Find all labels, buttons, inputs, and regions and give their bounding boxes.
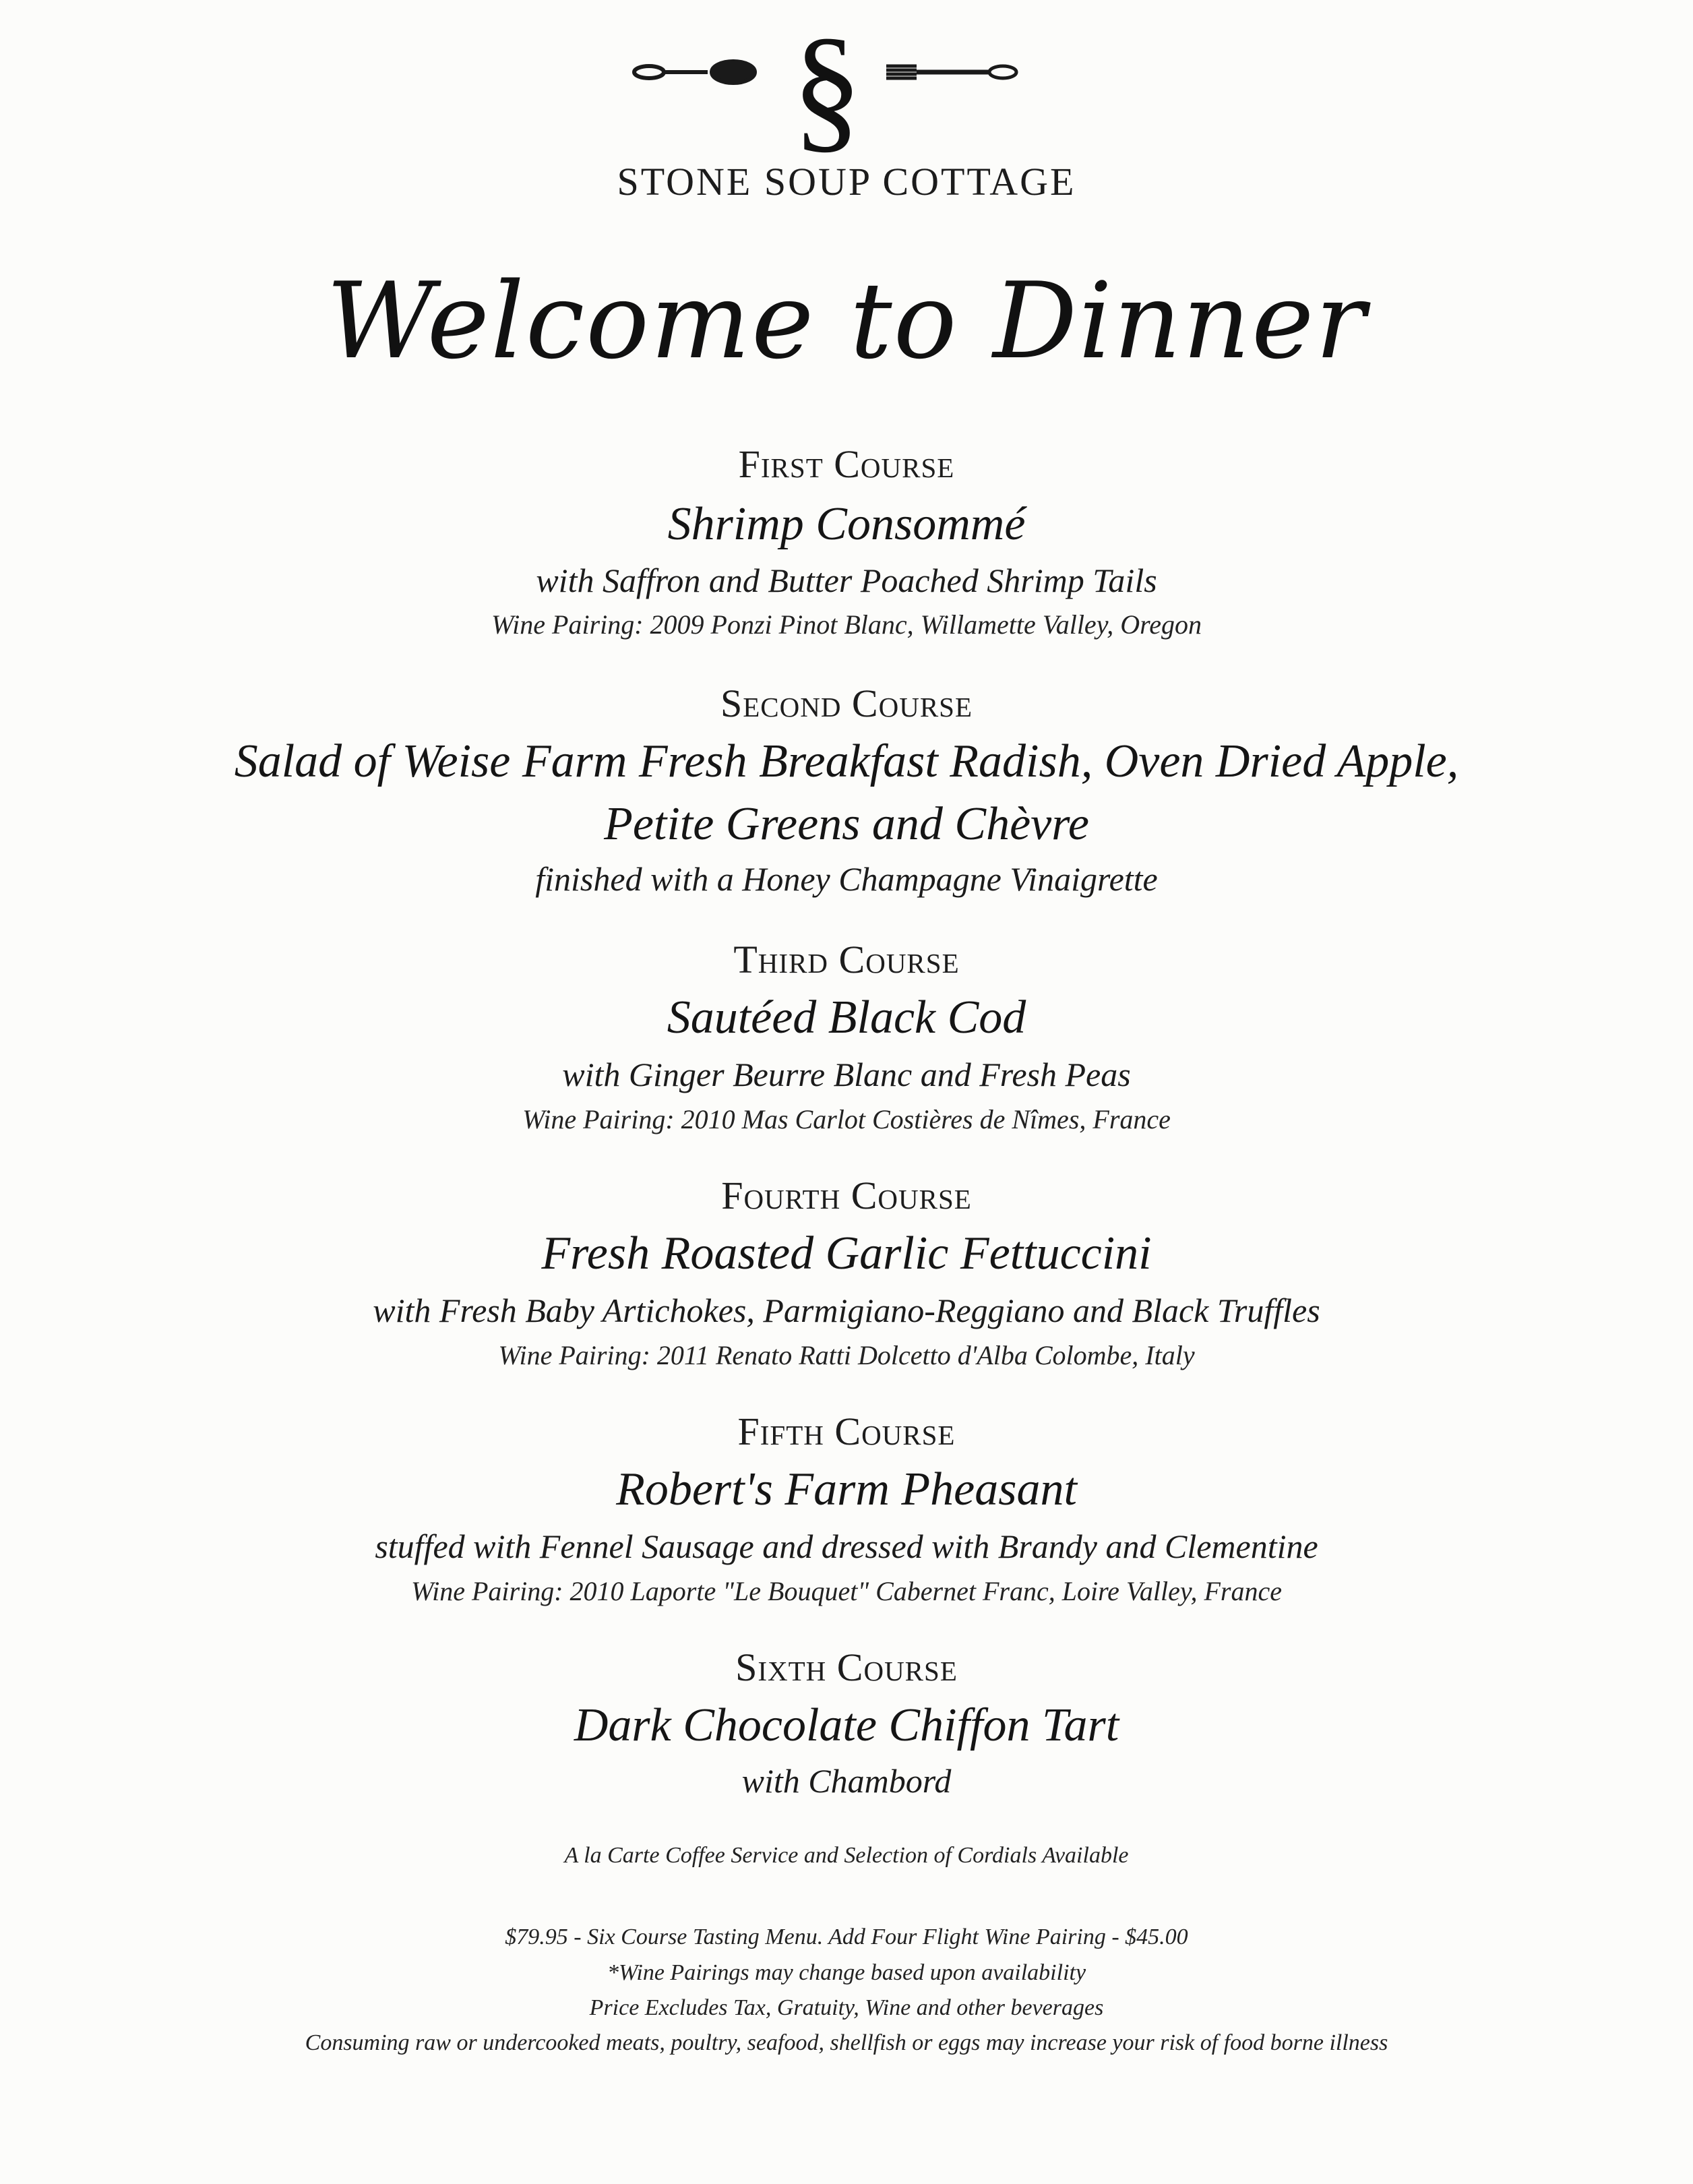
course-heading-fifth: Fifth Course — [737, 1409, 956, 1453]
dish-second-line2: Petite Greens and Chèvre — [604, 798, 1089, 850]
course-heading-sixth: Sixth Course — [735, 1645, 958, 1689]
logo-spoon-fork-icon — [0, 0, 1693, 155]
price-note: $79.95 - Six Course Tasting Menu. Add Four Flight Wine Pairing - $45.00 — [505, 1924, 1188, 1949]
description-fifth: stuffed with Fennel Sausage and dressed with Brandy and Clementine — [375, 1527, 1318, 1565]
price-excludes-note: Price Excludes Tax, Gratuity, Wine and other beverages — [589, 1995, 1104, 2020]
course-heading-second: Second Course — [720, 681, 973, 725]
course-heading-third: Third Course — [733, 938, 960, 981]
course-heading-first: First Course — [738, 442, 955, 486]
wine-pairing-first: Wine Pairing: 2009 Ponzi Pinot Blanc, Willamette Valley, Oregon — [491, 609, 1202, 640]
dish-second-line1: Salad of Weise Farm Fresh Breakfast Radish, Oven Dried Apple, — [234, 735, 1459, 787]
health-warning: Consuming raw or undercooked meats, poultry, seafood, shellfish or eggs may increase your risk of food borne illness — [305, 2030, 1388, 2055]
wine-pairing-fourth: Wine Pairing: 2011 Renato Ratti Dolcetto d'Alba Colombe, Italy — [498, 1340, 1195, 1370]
spoon-icon — [634, 61, 755, 83]
section-sign-glyph: § — [791, 9, 863, 155]
fork-icon — [886, 66, 1016, 78]
description-third: with Ginger Beurre Blanc and Fresh Peas — [562, 1056, 1131, 1093]
wine-availability-note: *Wine Pairings may change based upon availability — [607, 1960, 1086, 1985]
course-heading-fourth: Fourth Course — [721, 1174, 972, 1217]
page-title: Welcome to Dinner — [326, 260, 1367, 382]
dish-fourth: Fresh Roasted Garlic Fettuccini — [541, 1227, 1152, 1279]
description-second: finished with a Honey Champagne Vinaigrette — [535, 860, 1158, 898]
wine-pairing-fifth: Wine Pairing: 2010 Laporte "Le Bouquet" Cabernet Franc, Loire Valley, France — [411, 1576, 1282, 1606]
dish-fifth: Robert's Farm Pheasant — [616, 1463, 1077, 1515]
coffee-note: A la Carte Coffee Service and Selection of Cordials Available — [564, 1843, 1129, 1868]
description-fourth: with Fresh Baby Artichokes, Parmigiano-Reggiano and Black Truffles — [373, 1292, 1320, 1329]
dish-first: Shrimp Consommé — [667, 498, 1026, 550]
wine-pairing-third: Wine Pairing: 2010 Mas Carlot Costières de Nîmes, France — [522, 1104, 1171, 1134]
dish-third: Sautéed Black Cod — [667, 992, 1026, 1043]
brand-name: STONE SOUP COTTAGE — [617, 160, 1076, 204]
dish-sixth: Dark Chocolate Chiffon Tart — [574, 1699, 1119, 1751]
description-first: with Saffron and Butter Poached Shrimp Tails — [536, 562, 1157, 599]
description-sixth: with Chambord — [741, 1762, 952, 1800]
